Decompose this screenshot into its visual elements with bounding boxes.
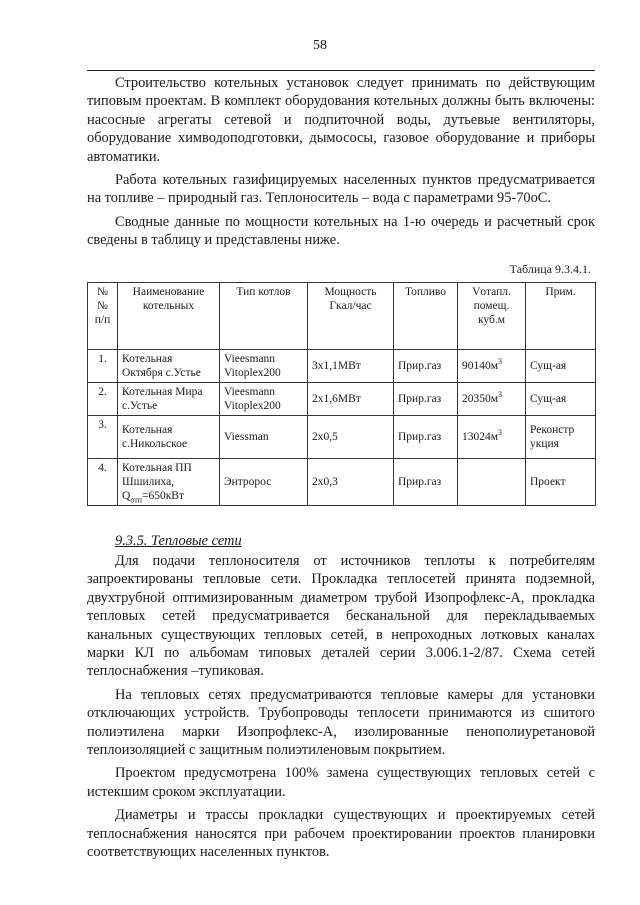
cell-type: Vieesmann Vitoplex200 <box>220 350 308 383</box>
header-cell: Наименование котельных <box>118 283 220 350</box>
cell-power: 2х0,3 <box>308 459 394 506</box>
cell-num: 3. <box>88 416 118 459</box>
paragraph: Диаметры и трассы прокладки существующих и проектируемых сетей теплоснабжения наносятся при рабочем проектировании проектов планировки соответствующих населенных пунктов. <box>87 807 595 861</box>
cell-volume <box>458 459 526 506</box>
boiler-table <box>87 282 596 506</box>
cell-type: Viessman <box>220 416 308 459</box>
cell-fuel: Прир.газ <box>394 350 458 383</box>
volume-value: 90140м <box>462 360 499 372</box>
cell-volume <box>458 416 526 459</box>
paragraph: Для подачи теплоносителя от источников теплоты к потребителям запроектированы тепловые сети. Прокладка теплосетей принята подземной, двухтрубной оптимизированным диаметром трубой Изопрофлекс-А, прокладка тепловых сетей предусматривается бесканальной для перекладываемых канальных существующих тепловых сетей, в непроходных лотковых каналах марки КЛ по альбомам типовых деталей серии 3.006.1-2/87. Схема сетей теплоснабжения –тупиковая. <box>87 553 595 680</box>
cell-power: 2х0,5 <box>308 416 394 459</box>
section-heading: 9.3.5. Тепловые сети <box>115 533 242 549</box>
cell-num: 1. <box>88 350 118 383</box>
table-row <box>88 459 596 506</box>
cell-type: Vieesmann Vitoplex200 <box>220 383 308 416</box>
header-rule <box>87 70 595 71</box>
volume-unit-sup: 3 <box>498 428 503 438</box>
table-row <box>88 350 596 383</box>
volume-unit-sup: 3 <box>498 390 503 400</box>
header-cell: Прим. <box>526 283 596 350</box>
cell-name: Котельная Мира с.Устье <box>118 383 220 416</box>
volume-value: 20350м <box>462 393 499 405</box>
cell-note: Сущ-ая <box>526 350 596 383</box>
header-cell: Топливо <box>394 283 458 350</box>
cell-num: 2. <box>88 383 118 416</box>
cell-num: 4. <box>88 459 118 506</box>
table-row <box>88 416 596 459</box>
paragraph: На тепловых сетях предусматриваются тепловые камеры для установки отключающих устройств. Трубопроводы теплосети принимаются из сшитого полиэтилена марки Изопрофлекс-А, изолированные пенополиуретановой теплоизоляцией с защитным полиэтиленовым покрытием. <box>87 686 595 759</box>
cell-name <box>118 459 220 506</box>
paragraph: Строительство котельных установок следует принимать по действующим типовым проектам. В комплект оборудования котельных должны быть включены: насосные агрегаты сетевой и подпиточной воды, дутьевые вентиляторы, оборудование химводоподготовки, дымососы, газовое оборудование и приборы автоматики. <box>87 75 595 165</box>
section-text <box>87 552 595 867</box>
paragraph: Проектом предусмотрена 100% замена существующих тепловых сетей с истекшим сроком эксплуатации. <box>87 765 595 800</box>
table-caption: Таблица 9.3.4.1. <box>509 262 591 276</box>
volume-value: 13024м <box>462 431 499 443</box>
cell-fuel: Прир.газ <box>394 416 458 459</box>
cell-note: Проект <box>526 459 596 506</box>
q-symbol: Q <box>122 490 131 502</box>
q-subscript: отп <box>130 495 142 505</box>
q-value: =650кВт <box>141 490 185 502</box>
header-cell: Vотапл. помещ. куб.м <box>458 283 526 350</box>
cell-power: 3х1,1МВт <box>308 350 394 383</box>
cell-name: Котельная Октября с.Устье <box>118 350 220 383</box>
header-cell: №№ п/п <box>88 283 118 350</box>
cell-name: Котельная с.Никольское <box>118 416 220 459</box>
cell-fuel: Прир.газ <box>394 459 458 506</box>
cell-fuel: Прир.газ <box>394 383 458 416</box>
paragraph: Сводные данные по мощности котельных на 1-ю очередь и расчетный срок сведены в таблицу и представлены ниже. <box>87 213 595 249</box>
cell-note: Реконстр укция <box>526 416 596 459</box>
boiler-name: Котельная ПП Шшилиха, <box>122 462 192 488</box>
header-cell: Тип котлов <box>220 283 308 350</box>
cell-volume <box>458 383 526 416</box>
cell-power: 2х1,6МВт <box>308 383 394 416</box>
cell-type: Энтророс <box>220 459 308 506</box>
header-cell: Мощность Гкал/час <box>308 283 394 350</box>
cell-volume <box>458 350 526 383</box>
paragraph: Работа котельных газифицируемых населенных пунктов предусматривается на топливе – природный газ. Теплоноситель – вода с параметрами 95-70оС. <box>87 172 595 207</box>
table-row <box>88 383 596 416</box>
page-number: 58 <box>313 38 327 53</box>
cell-note: Сущ-ая <box>526 383 596 416</box>
volume-unit-sup: 3 <box>498 357 503 367</box>
table-header-row <box>88 283 596 350</box>
intro-text <box>87 74 595 255</box>
